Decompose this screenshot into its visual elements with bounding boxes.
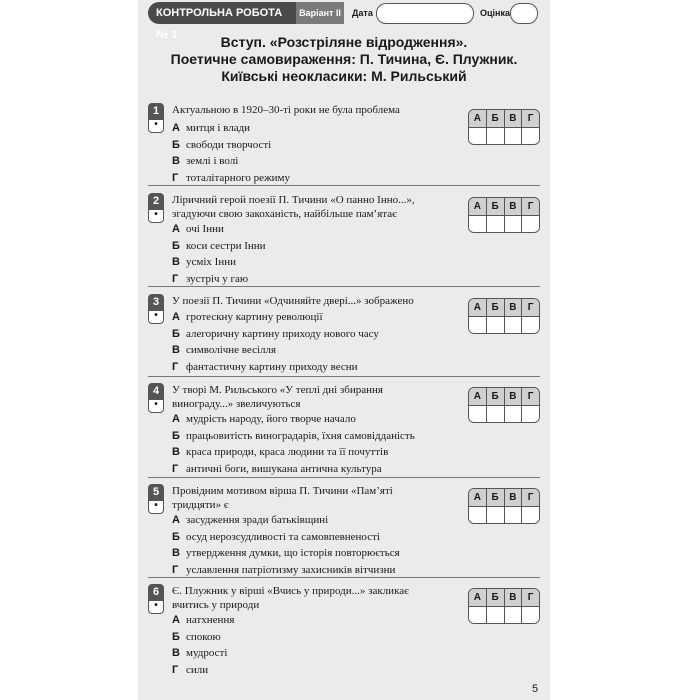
option: В землі і волі [172, 155, 239, 167]
question-text: У творі М. Рильського «У теплі дні збирання винограду...» звеличуються [172, 384, 383, 410]
question-text: Актуальною в 1920–30-ті роки не була проблема [172, 104, 400, 116]
grade-label: Оцінка [480, 8, 510, 18]
options-list [172, 310, 472, 376]
answer-cell[interactable] [469, 506, 487, 523]
options-list [172, 513, 472, 579]
answer-grid[interactable]: А Б В Г [468, 298, 540, 334]
answer-grid[interactable]: А Б В Г [468, 387, 540, 423]
option: Г зустріч у гаю [172, 272, 249, 285]
page-number: 5 [532, 683, 539, 695]
date-label: Дата [352, 8, 373, 18]
option: Б алегоричну картину приходу нового часу [172, 327, 379, 340]
option: Б осуд нерозсудливості та самовпевненості [172, 530, 380, 543]
bullet-icon: • [148, 310, 164, 324]
option: Г тоталітарного режиму [172, 171, 291, 184]
title-line: Поетичне самовираження: П. Тичина, Є. Плужник. [170, 51, 518, 67]
bullet-icon: • [148, 119, 164, 133]
option: Б коси сестри Інни [172, 239, 266, 252]
answer-cell[interactable] [522, 127, 539, 144]
answer-grid[interactable]: А Б В Г [468, 588, 540, 624]
option: А очі Інни [172, 223, 224, 235]
bullet-icon: • [148, 500, 164, 514]
answer-cell[interactable] [522, 316, 539, 333]
options-list [172, 412, 472, 478]
answer-cell[interactable] [522, 506, 539, 523]
option: В мудрості [172, 647, 228, 659]
answer-cell[interactable] [469, 127, 487, 144]
option: Б працьовитість виноградарів, їхня самовідданість [172, 429, 415, 442]
answer-cell[interactable] [469, 405, 487, 422]
bullet-icon: • [148, 600, 164, 614]
question-text: У поезії П. Тичини «Одчиняйте двері...» зображено [172, 295, 414, 307]
answer-cell[interactable] [522, 215, 539, 232]
question-number-badge: 6 • [148, 584, 164, 614]
answer-cell[interactable] [487, 127, 505, 144]
option: В утвердження думки, що історія повторюється [172, 547, 400, 559]
page-title [138, 34, 550, 85]
answer-grid[interactable]: А Б В Г [468, 488, 540, 524]
answer-cell[interactable] [469, 316, 487, 333]
option: А засудження зради батьківщині [172, 514, 329, 526]
divider [148, 286, 540, 287]
option: А натхнення [172, 614, 235, 626]
divider [148, 185, 540, 186]
option: Г античні боги, вишукана антична культура [172, 462, 382, 475]
answer-cell[interactable] [469, 215, 487, 232]
question-number-badge: 5 • [148, 484, 164, 514]
bullet-icon: • [148, 399, 164, 413]
options-list [172, 121, 472, 187]
option: Б свободи творчості [172, 138, 272, 151]
question-number-badge: 4 • [148, 383, 164, 413]
grade-field[interactable] [510, 3, 538, 24]
answer-cell[interactable] [505, 405, 523, 422]
answer-cell[interactable] [505, 506, 523, 523]
variant-badge: Варіант ІІ [296, 2, 344, 24]
option: Г фантастичну картину приходу весни [172, 360, 358, 373]
option: В символічне весілля [172, 344, 277, 356]
options-list [172, 613, 472, 679]
answer-cell[interactable] [487, 316, 505, 333]
worksheet-page [138, 0, 550, 700]
answer-grid[interactable]: А Б В Г [468, 109, 540, 145]
option: Г сили [172, 663, 209, 676]
option: В краса природи, краса людини та її почуттів [172, 446, 389, 458]
answer-cell[interactable] [469, 606, 487, 623]
answer-cell[interactable] [487, 606, 505, 623]
option: Б спокою [172, 630, 221, 643]
date-field[interactable] [376, 3, 474, 24]
answer-cell[interactable] [505, 316, 523, 333]
question-text: Ліричний герой поезії П. Тичини «О панно Інно...», згадуючи свою закоханість, найбільше пам’ятає [172, 194, 415, 220]
option: Г уславлення патріотизму захисників вітчизни [172, 563, 396, 576]
divider [148, 376, 540, 377]
option: А гротескну картину революції [172, 311, 323, 323]
answer-cell[interactable] [487, 506, 505, 523]
question-text: Є. Плужник у вірші «Вчись у природи...» закликає вчитись у природи [172, 585, 409, 611]
test-title-badge: КОНТРОЛЬНА РОБОТА № 1 [148, 2, 296, 24]
title-line: Київські неокласики: М. Рильський [221, 68, 467, 84]
answer-cell[interactable] [522, 606, 539, 623]
question-number-badge: 2 • [148, 193, 164, 223]
answer-grid[interactable]: А Б В Г [468, 197, 540, 233]
question-text: Провідним мотивом вірша П. Тичини «Пам’яті тридцяти» є [172, 485, 393, 511]
answer-cell[interactable] [487, 405, 505, 422]
option: В усміх Інни [172, 256, 236, 268]
answer-cell[interactable] [505, 127, 523, 144]
option: А митця і влади [172, 122, 251, 134]
option: А мудрість народу, його творче начало [172, 413, 356, 425]
question-number-badge: 3 • [148, 294, 164, 324]
answer-cell[interactable] [505, 215, 523, 232]
answer-cell[interactable] [487, 215, 505, 232]
question-number-badge: 1 • [148, 103, 164, 133]
bullet-icon: • [148, 209, 164, 223]
divider [148, 477, 540, 478]
divider [148, 577, 540, 578]
answer-cell[interactable] [522, 405, 539, 422]
header-bar [138, 0, 550, 41]
options-list [172, 222, 472, 288]
answer-cell[interactable] [505, 606, 523, 623]
title-line: Вступ. «Розстріляне відродження». [220, 34, 468, 50]
